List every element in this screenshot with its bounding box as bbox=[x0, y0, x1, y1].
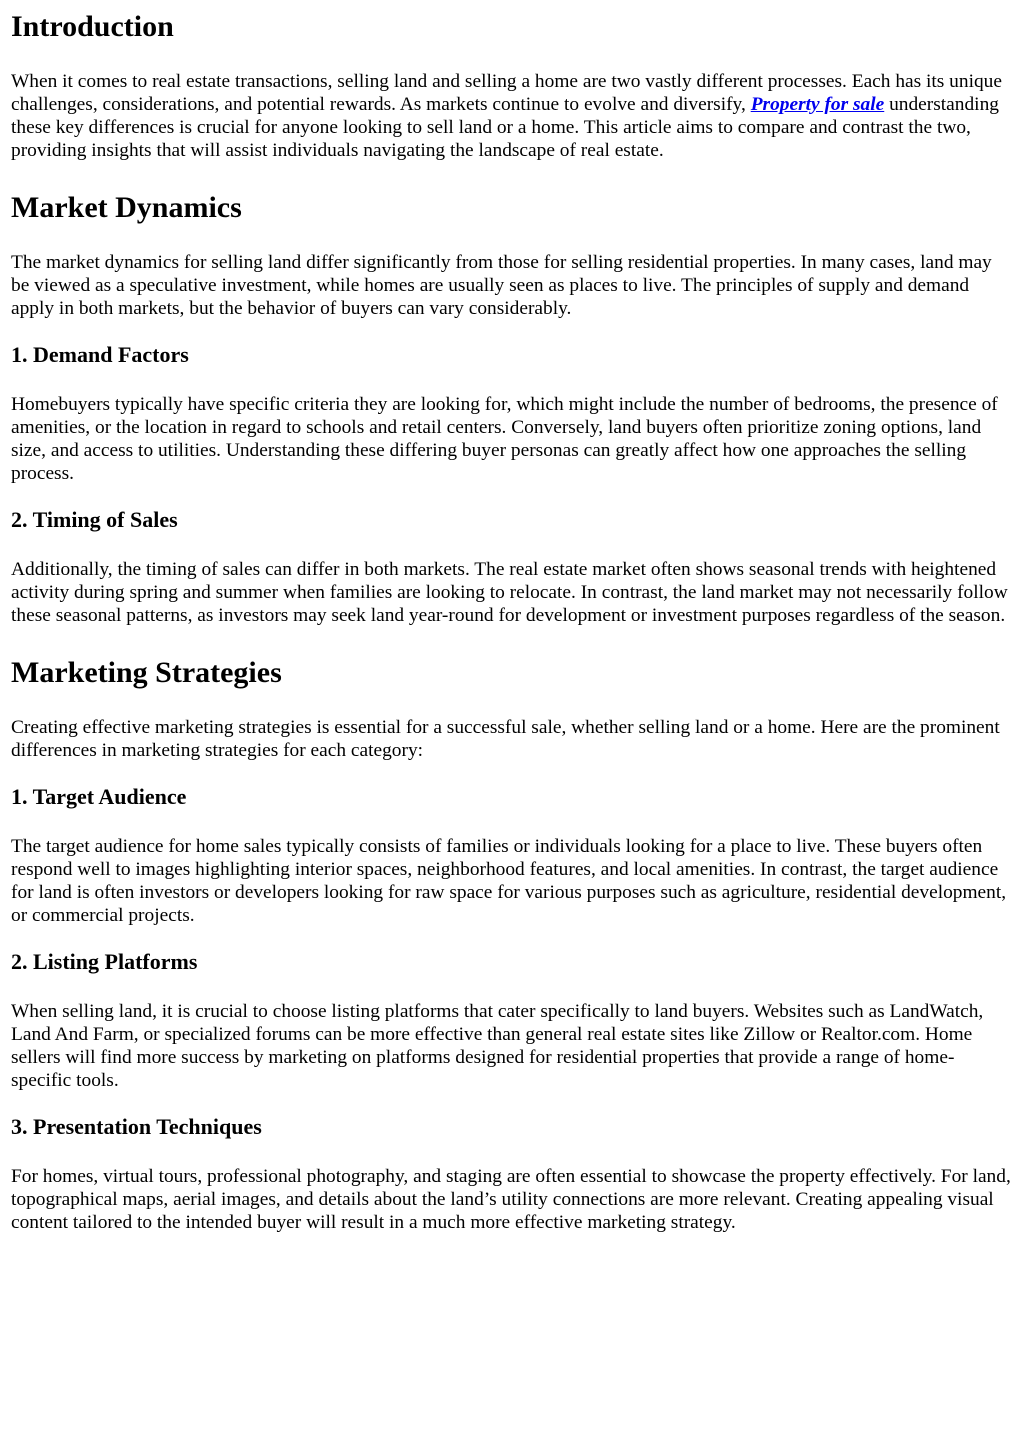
heading-marketing-strategies: Marketing Strategies bbox=[11, 656, 282, 689]
introduction-text-end: understanding these key differences is crucial for anyone looking to sell land or a home. This article aims to compare and contrast the two, providing insights that will assist individuals navigating the landscape of real estate. bbox=[11, 94, 999, 161]
presentation-techniques-paragraph: For homes, virtual tours, professional photography, and staging are often essential to showcase the property effectively. For land, topographical maps, aerial images, and details about the land’s utility connections are more relevant. Creating appealing visual content tailored to the intended buyer will result in a much more effective marketing strategy. bbox=[11, 1166, 1011, 1233]
heading-demand-factors: 1. Demand Factors bbox=[11, 342, 189, 367]
listing-platforms-paragraph: When selling land, it is crucial to choose listing platforms that cater specifically to land buyers. Websites such as LandWatch, Land And Farm, or specialized forums can be more effective than general real estate sites like Zillow or Realtor.com. Home sellers will find more success by marketing on platforms designed for residential properties that provide a range of home-specific tools. bbox=[11, 1001, 984, 1091]
property-for-sale-link[interactable]: Property for sale bbox=[750, 94, 885, 115]
introduction-paragraph bbox=[11, 70, 1014, 162]
demand-factors-paragraph: Homebuyers typically have specific criteria they are looking for, which might include the number of bedrooms, the presence of amenities, or the location in regard to schools and retail centers. Conversely, land buyers often prioritize zoning options, land size, and access to utilities. Understanding these differing buyer personas can greatly affect how one approaches the selling process. bbox=[11, 394, 998, 484]
target-audience-paragraph: The target audience for home sales typically consists of families or individuals looking for a place to live. These buyers often respond well to images highlighting interior spaces, neighborhood features, and local amenities. In contrast, the target audience for land is often investors or developers looking for raw space for various purposes such as agriculture, residential development, or commercial projects. bbox=[11, 836, 1007, 926]
market-dynamics-paragraph: The market dynamics for selling land differ significantly from those for selling residential properties. In many cases, land may be viewed as a speculative investment, while homes are usually seen as places to live. The principles of supply and demand apply in both markets, but the behavior of buyers can vary considerably. bbox=[11, 252, 992, 319]
timing-of-sales-paragraph: Additionally, the timing of sales can differ in both markets. The real estate market often shows seasonal trends with heightened activity during spring and summer when families are looking to relocate. In contrast, the land market may not necessarily follow these seasonal patterns, as investors may seek land year-round for development or investment purposes regardless of the season. bbox=[11, 559, 1008, 626]
heading-market-dynamics: Market Dynamics bbox=[11, 191, 242, 224]
article-page bbox=[0, 10, 1024, 1234]
heading-listing-platforms: 2. Listing Platforms bbox=[11, 949, 198, 974]
marketing-strategies-paragraph: Creating effective marketing strategies is essential for a successful sale, whether selling land or a home. Here are the prominent differences in marketing strategies for each category: bbox=[11, 717, 1000, 761]
heading-introduction: Introduction bbox=[11, 10, 174, 43]
heading-timing-of-sales: 2. Timing of Sales bbox=[11, 507, 178, 532]
heading-target-audience: 1. Target Audience bbox=[11, 784, 187, 809]
heading-presentation-techniques: 3. Presentation Techniques bbox=[11, 1114, 262, 1139]
introduction-text-start: When it comes to real estate transactions, selling land and selling a home are two vastly different processes. Each has its unique challenges, considerations, and potential rewards. As markets continue to evolve and diversify, bbox=[11, 71, 1002, 115]
